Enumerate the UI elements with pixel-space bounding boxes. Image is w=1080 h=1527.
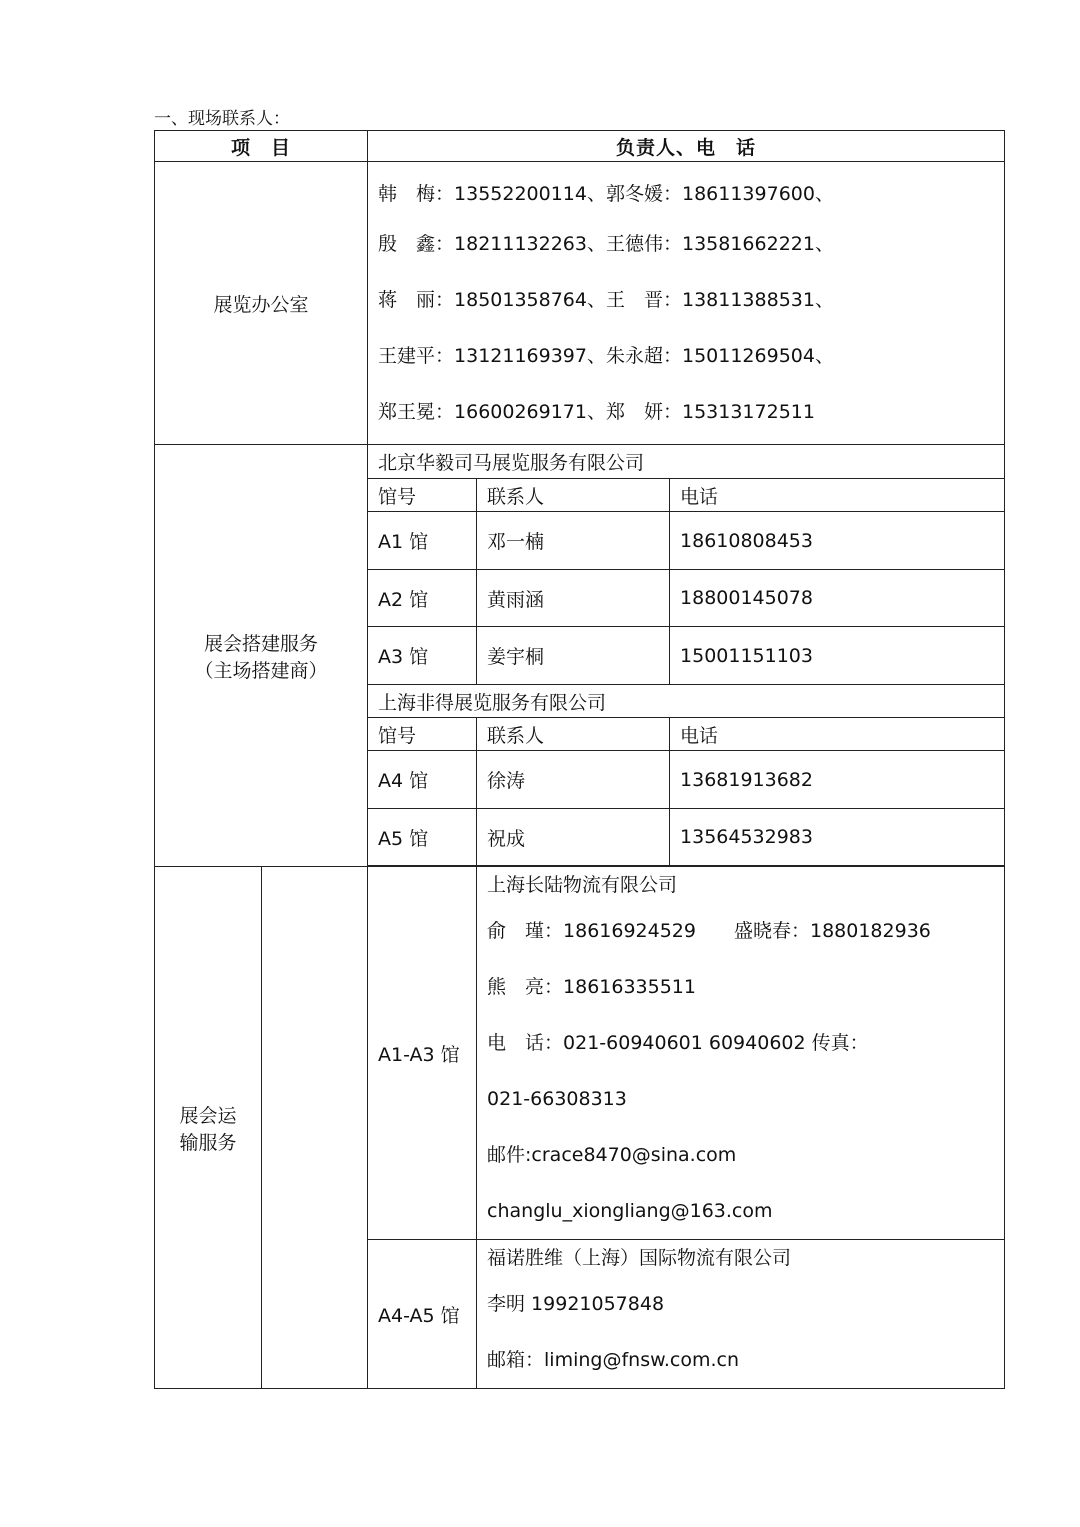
build-label [155,445,368,867]
build-company-row [155,445,1005,479]
office-contact-line: 蒋 丽：18501358764、王 晋：13811388531、 [378,289,834,311]
contact-cell: 姜宇桐 [477,627,670,685]
contact-cell: 黄雨涵 [477,570,670,627]
transport-label-line2: 输服务 [179,1131,237,1154]
transport-contacts [477,867,1005,1240]
hall-cell: A3 馆 [368,627,477,685]
header-contact-phone: 负责人、电 话 [368,131,1005,162]
phone-cell: 18800145078 [670,570,1005,627]
phone-cell: 13681913682 [670,751,1005,809]
transport-line: 李明 19921057848 [487,1293,665,1315]
transport-line: 福诺胜维（上海）国际物流有限公司 [487,1247,792,1269]
transport-line: 021-66308313 [487,1088,627,1110]
transport-label-line1: 展会运 [179,1104,237,1127]
transport-hall: A1-A3 馆 [368,867,477,1240]
hall-cell: A5 馆 [368,809,477,866]
contact-table [154,130,1005,1389]
office-contact-line: 王建平：13121169397、朱永超：15011269504、 [378,345,834,367]
contact-cell: 祝成 [477,809,670,866]
transport-contacts [477,1240,1005,1389]
office-label: 展览办公室 [155,162,368,445]
office-contacts [368,162,1005,445]
col-contact-header: 联系人 [477,718,670,751]
phone-cell: 18610808453 [670,512,1005,570]
transport-line: 邮件:crace8470@sina.com [487,1144,737,1166]
phone-cell: 13564532983 [670,809,1005,866]
transport-line: 熊 亮：18616335511 [487,976,696,998]
transport-empty-cell [262,867,368,1389]
build-label-line1: 展会搭建服务 [204,632,319,655]
transport-hall: A4-A5 馆 [368,1240,477,1389]
hall-cell: A2 馆 [368,570,477,627]
col-hall-header: 馆号 [368,479,477,512]
transport-line: 俞 瑾：18616924529 盛晓春：1880182936 [487,920,931,942]
contact-cell: 邓一楠 [477,512,670,570]
table-header-row [155,131,1005,162]
col-phone-header: 电话 [670,479,1005,512]
transport-label [155,867,262,1389]
col-contact-header: 联系人 [477,479,670,512]
office-contact-line: 郑王冕：16600269171、郑 妍：15313172511 [378,401,815,423]
build-company-name: 北京华毅司马展览服务有限公司 [368,445,1005,479]
col-hall-header: 馆号 [368,718,477,751]
build-company-name: 上海非得展览服务有限公司 [368,685,1005,718]
transport-line: 电 话：021-60940601 60940602 传真： [487,1032,869,1054]
contact-cell: 徐涛 [477,751,670,809]
col-phone-header: 电话 [670,718,1005,751]
hall-cell: A4 馆 [368,751,477,809]
transport-line: 上海长陆物流有限公司 [487,874,678,896]
office-row [155,162,1005,445]
transport-line: changlu_xiongliang@163.com [487,1200,773,1222]
transport-row [155,867,1005,1240]
hall-cell: A1 馆 [368,512,477,570]
section-heading: 一、现场联系人： [154,109,290,129]
header-item: 项 目 [155,131,368,162]
office-contact-line: 殷 鑫：18211132263、王德伟：13581662221、 [378,233,834,255]
build-label-line2: （主场搭建商） [194,659,328,682]
office-contact-line: 韩 梅：13552200114、郭冬媛：18611397600、 [378,183,834,205]
transport-line: 邮箱：liming@fnsw.com.cn [487,1349,740,1371]
phone-cell: 15001151103 [670,627,1005,685]
